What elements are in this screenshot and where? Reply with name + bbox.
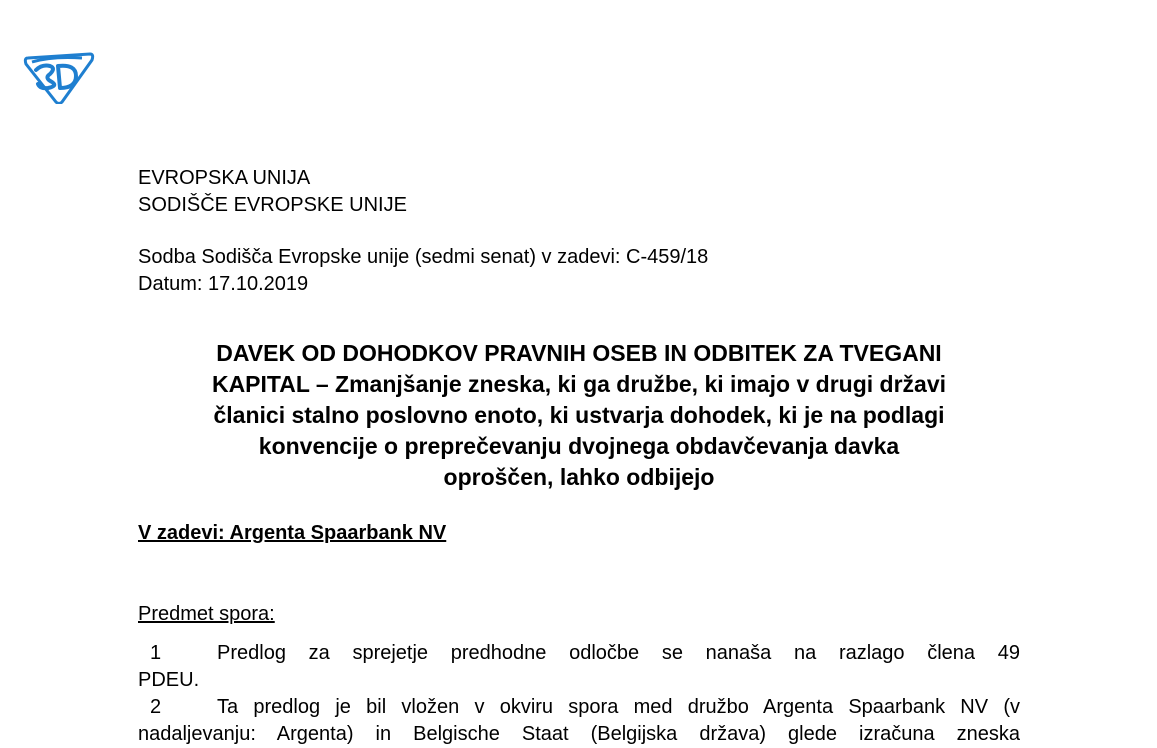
- judgment-date: Datum: 17.10.2019: [138, 273, 309, 295]
- heading-line: DAVEK OD DOHODKOV PRAVNIH OSEB IN ODBITEK ZA TVEGANI: [216, 340, 942, 366]
- paragraph-text-continued: nadaljevanju: Argenta) in Belgische Staat (Belgijska država) glede izračuna zneska: [138, 723, 1020, 745]
- heading-line: oproščen, lahko odbijejo: [443, 464, 715, 490]
- court-header: [138, 165, 407, 219]
- paragraph: [138, 694, 1020, 748]
- document-heading: [138, 338, 1020, 493]
- paragraph-text: Ta predlog je bil vložen v okviru spora med družbo Argenta Spaarbank NV (v: [217, 696, 1020, 718]
- heading-line: članici stalno poslovno enoto, ki ustvarja dohodek, ki je na podlagi: [213, 402, 945, 428]
- case-subject: V zadevi: Argenta Spaarbank NV: [138, 522, 447, 544]
- paragraph-number: 1: [150, 642, 162, 664]
- section-title-dispute: Predmet spora:: [138, 603, 275, 625]
- heading-line: KAPITAL – Zmanjšanje zneska, ki ga družbe, ki imajo v drugi državi: [211, 371, 947, 397]
- header-line-eu: EVROPSKA UNIJA: [138, 167, 311, 189]
- judgment-reference: Sodba Sodišča Evropske unije (sedmi senat) v zadevi: C-459/18: [138, 246, 709, 268]
- paragraph: [138, 640, 1020, 694]
- paragraph-number: 2: [150, 696, 162, 718]
- paragraph-text-continued: PDEU.: [138, 669, 200, 691]
- sd-shield-logo-icon: [22, 48, 96, 104]
- paragraph-text: Predlog za sprejetje predhodne odločbe se nanaša na razlago člena 49: [217, 642, 1020, 664]
- heading-line: konvencije o preprečevanju dvojnega obdavčevanja davka: [258, 433, 900, 459]
- case-info: [138, 244, 708, 298]
- header-line-court: SODIŠČE EVROPSKE UNIJE: [138, 194, 407, 216]
